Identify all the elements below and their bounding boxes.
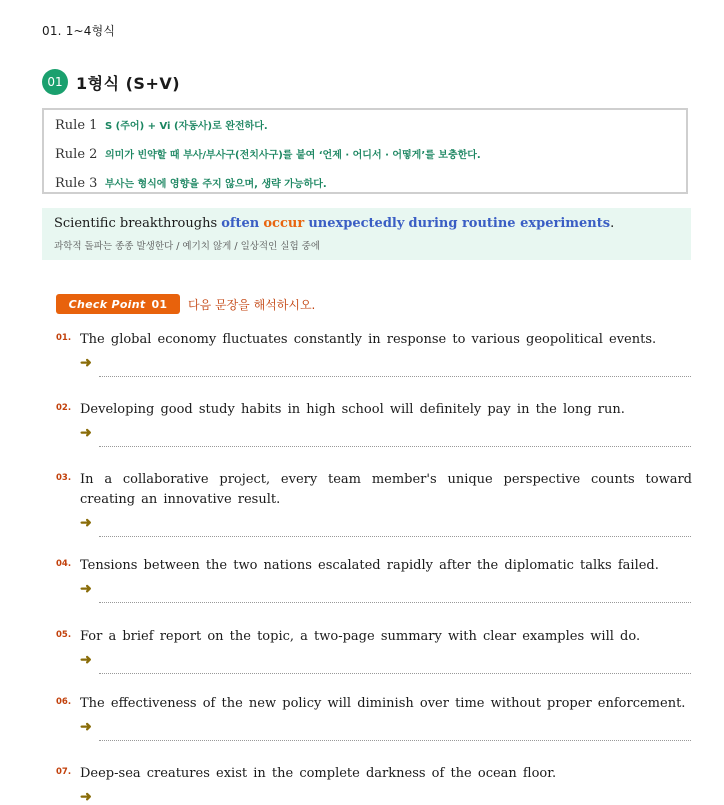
section-heading: 1형식 (S+V): [76, 73, 181, 93]
question-number: 05.: [56, 630, 72, 640]
answer-line[interactable]: [99, 722, 691, 741]
question-text: In a collaborative project, every team member's unique perspective counts toward creating an innovative result.: [80, 472, 692, 507]
rule-label: Rule 1: [55, 118, 98, 133]
arrow-icon: ➜: [80, 652, 92, 668]
example-prep-phrase: during routine experiments: [408, 216, 611, 231]
example-subject: Scientific breakthroughs: [54, 216, 222, 231]
question-text: Developing good study habits in high school will definitely pay in the long run.: [80, 402, 625, 417]
arrow-icon: ➜: [80, 581, 92, 597]
answer-line[interactable]: [99, 655, 691, 674]
question-text: The global economy fluctuates constantly in response to various geopolitical events.: [80, 332, 657, 347]
example-sentence: [54, 216, 614, 231]
rule-text: 의미가 빈약할 때 부사/부사구(전치사구)를 붙여 ‘언제 · 어디서 · 어떻게’를 보충한다.: [105, 150, 481, 161]
arrow-icon: ➜: [80, 789, 92, 805]
question-text: The effectiveness of the new policy will diminish over time without proper enforcement.: [80, 696, 686, 711]
question-number: 02.: [56, 403, 72, 413]
answer-line[interactable]: [99, 428, 691, 447]
answer-line[interactable]: [99, 584, 691, 603]
section-title: [42, 69, 180, 95]
rule-1: [55, 117, 268, 133]
check-point-instruction: 다음 문장을 해석하시오.: [188, 297, 316, 312]
page-header: 01. 1~4형식: [42, 24, 116, 38]
question-number: 06.: [56, 697, 72, 707]
question-number: 04.: [56, 559, 72, 569]
rule-2: [55, 146, 481, 162]
section-number-badge: 01: [42, 69, 68, 95]
check-point-label: Check Point: [68, 297, 146, 311]
example-adverb-often: often: [221, 216, 260, 231]
check-point-number: 01: [151, 297, 168, 311]
check-point-badge: [56, 294, 180, 314]
arrow-icon: ➜: [80, 515, 92, 531]
example-period: .: [610, 216, 615, 231]
question-text: Deep-sea creatures exist in the complete darkness of the ocean floor.: [80, 766, 557, 781]
rule-3: [55, 175, 327, 191]
rule-label: Rule 2: [55, 147, 98, 162]
rules-box: [42, 108, 688, 194]
answer-line[interactable]: [99, 518, 691, 537]
rule-text: 부사는 형식에 영향을 주지 않으며, 생략 가능하다.: [105, 179, 327, 190]
question-text: For a brief report on the topic, a two-page summary with clear examples will do.: [80, 629, 641, 644]
question-number: 07.: [56, 767, 72, 777]
question-number: 03.: [56, 473, 72, 483]
question-text: Tensions between the two nations escalated rapidly after the diplomatic talks failed.: [80, 558, 659, 573]
arrow-icon: ➜: [80, 425, 92, 441]
example-translation: 과학적 돌파는 종종 발생한다 / 예기치 않게 / 일상적인 실험 중에: [54, 241, 321, 252]
example-box: [42, 208, 691, 260]
answer-line[interactable]: [99, 358, 691, 377]
arrow-icon: ➜: [80, 719, 92, 735]
check-point-header: [56, 294, 315, 314]
example-adverb-unexpectedly: unexpectedly: [308, 216, 405, 231]
rule-text: S (주어) + Vi (자동사)로 완전하다.: [105, 121, 268, 132]
example-verb: occur: [263, 216, 305, 231]
rule-label: Rule 3: [55, 176, 98, 191]
question-number: 01.: [56, 333, 72, 343]
arrow-icon: ➜: [80, 355, 92, 371]
